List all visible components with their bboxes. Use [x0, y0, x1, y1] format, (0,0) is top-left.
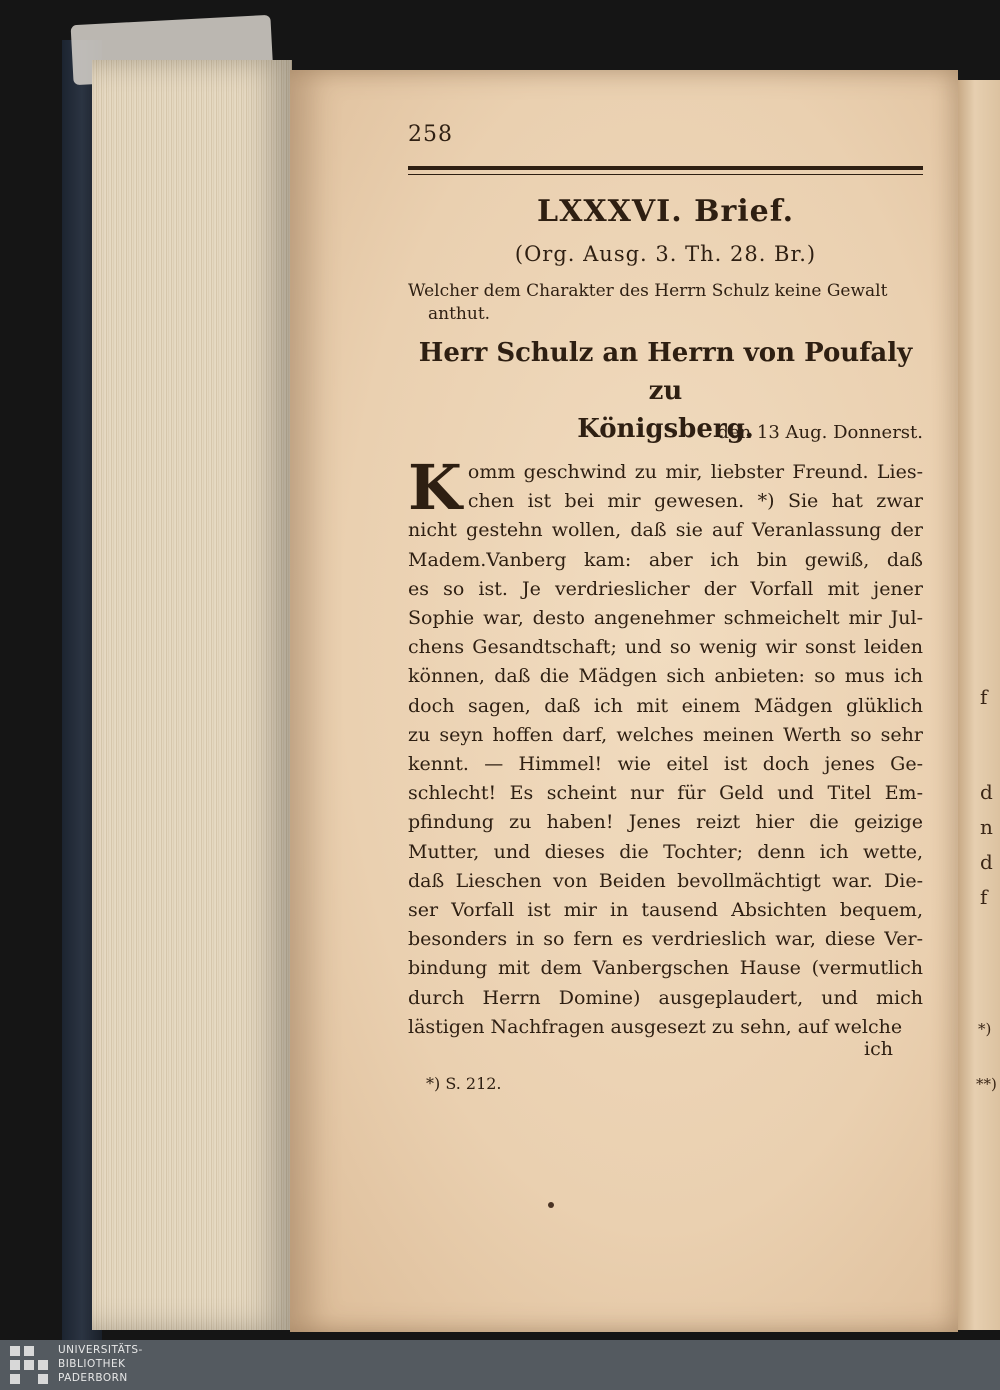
body-line: daß Lieschen von Beiden bevollmächtigt war. Die- — [408, 869, 923, 892]
body-line: doch sagen, daß ich mit einem Mädgen glüklich — [408, 694, 923, 717]
body-text — [408, 451, 923, 1042]
title-line: Herr Schulz an Herrn von Poufaly zu — [418, 338, 913, 406]
next-page-fragment: f — [980, 685, 988, 709]
letter-summary — [408, 280, 923, 326]
summary-line: Welcher dem Charakter des Herrn Schulz keine Gewalt — [408, 281, 888, 301]
catchword: ich — [864, 1038, 893, 1060]
ink-speck — [548, 1202, 554, 1208]
body-line: können, daß die Mädgen sich anbieten: so mus ich — [408, 665, 923, 688]
drop-cap: K — [408, 451, 462, 524]
header-rule-thin — [408, 174, 923, 175]
library-logo-icon — [10, 1346, 50, 1384]
footnote: *) S. 212. — [426, 1074, 502, 1093]
body-line: Mutter, und dieses die Tochter; denn ich wette, — [408, 840, 923, 863]
library-footer — [0, 1340, 1000, 1390]
body-line: omm geschwind zu mir, liebster Freund. Lies- — [467, 461, 923, 483]
library-name — [58, 1343, 143, 1385]
body-line: lästigen Nachfragen ausgesezt zu sehn, auf welche — [408, 1015, 903, 1038]
summary-line: anthut. — [428, 304, 491, 324]
header-rule-thick — [408, 166, 923, 170]
page-edges — [92, 60, 292, 1330]
library-name-line: PADERBORN — [58, 1372, 128, 1384]
body-line: bindung mit dem Vanbergschen Hause (vermutlich — [408, 957, 923, 980]
next-page-fragment: n — [980, 815, 993, 839]
body-line: pfindung zu haben! Jenes reizt hier die geizige — [408, 811, 923, 834]
body-line: Madem.Vanberg kam: aber ich bin gewiß, daß — [408, 548, 923, 571]
title-line: Königsberg. — [577, 414, 754, 444]
date-line: den 13 Aug. Donnerst. — [717, 422, 923, 443]
next-page-fragment: d — [980, 780, 993, 804]
edition-reference: (Org. Ausg. 3. Th. 28. Br.) — [514, 242, 817, 266]
body-line: es so ist. Je verdrieslicher der Vorfall mit jener — [408, 577, 923, 600]
body-line: schlecht! Es scheint nur für Geld und Titel Em- — [408, 782, 923, 805]
letter-heading: LXXXVI. Brief. — [536, 194, 795, 229]
body-line: ser Vorfall ist mir in tausend Absichten bequem, — [408, 899, 923, 922]
next-page-fragment: *) — [978, 1020, 992, 1038]
book-page — [290, 70, 958, 1332]
body-line: nicht gestehn wollen, daß sie auf Veranlassung der — [408, 519, 923, 542]
next-page-fragment: d — [980, 850, 993, 874]
body-line: chens Gesandtschaft; und so wenig wir sonst leiden — [408, 636, 923, 659]
body-line: zu seyn hoffen darf, welches meinen Werth so sehr — [408, 723, 923, 746]
page-number: 258 — [408, 122, 453, 147]
body-line: besonders in so fern es verdrieslich war, diese Ver- — [408, 928, 923, 951]
library-name-line: UNIVERSITÄTS- — [58, 1344, 143, 1356]
next-page-fragment: f — [980, 885, 988, 909]
next-page-edge — [958, 80, 1000, 1330]
library-name-line: BIBLIOTHEK — [58, 1358, 126, 1370]
body-line: chen ist bei mir gewesen. *) Sie hat zwar — [467, 490, 923, 513]
body-line: durch Herrn Domine) ausgeplaudert, und mich — [408, 986, 923, 1009]
body-line: Sophie war, desto angenehmer schmeichelt mir Jul- — [408, 607, 923, 630]
body-line: kennt. — Himmel! wie eitel ist doch jenes Ge- — [408, 753, 923, 776]
next-page-fragment: **) — [976, 1075, 997, 1093]
